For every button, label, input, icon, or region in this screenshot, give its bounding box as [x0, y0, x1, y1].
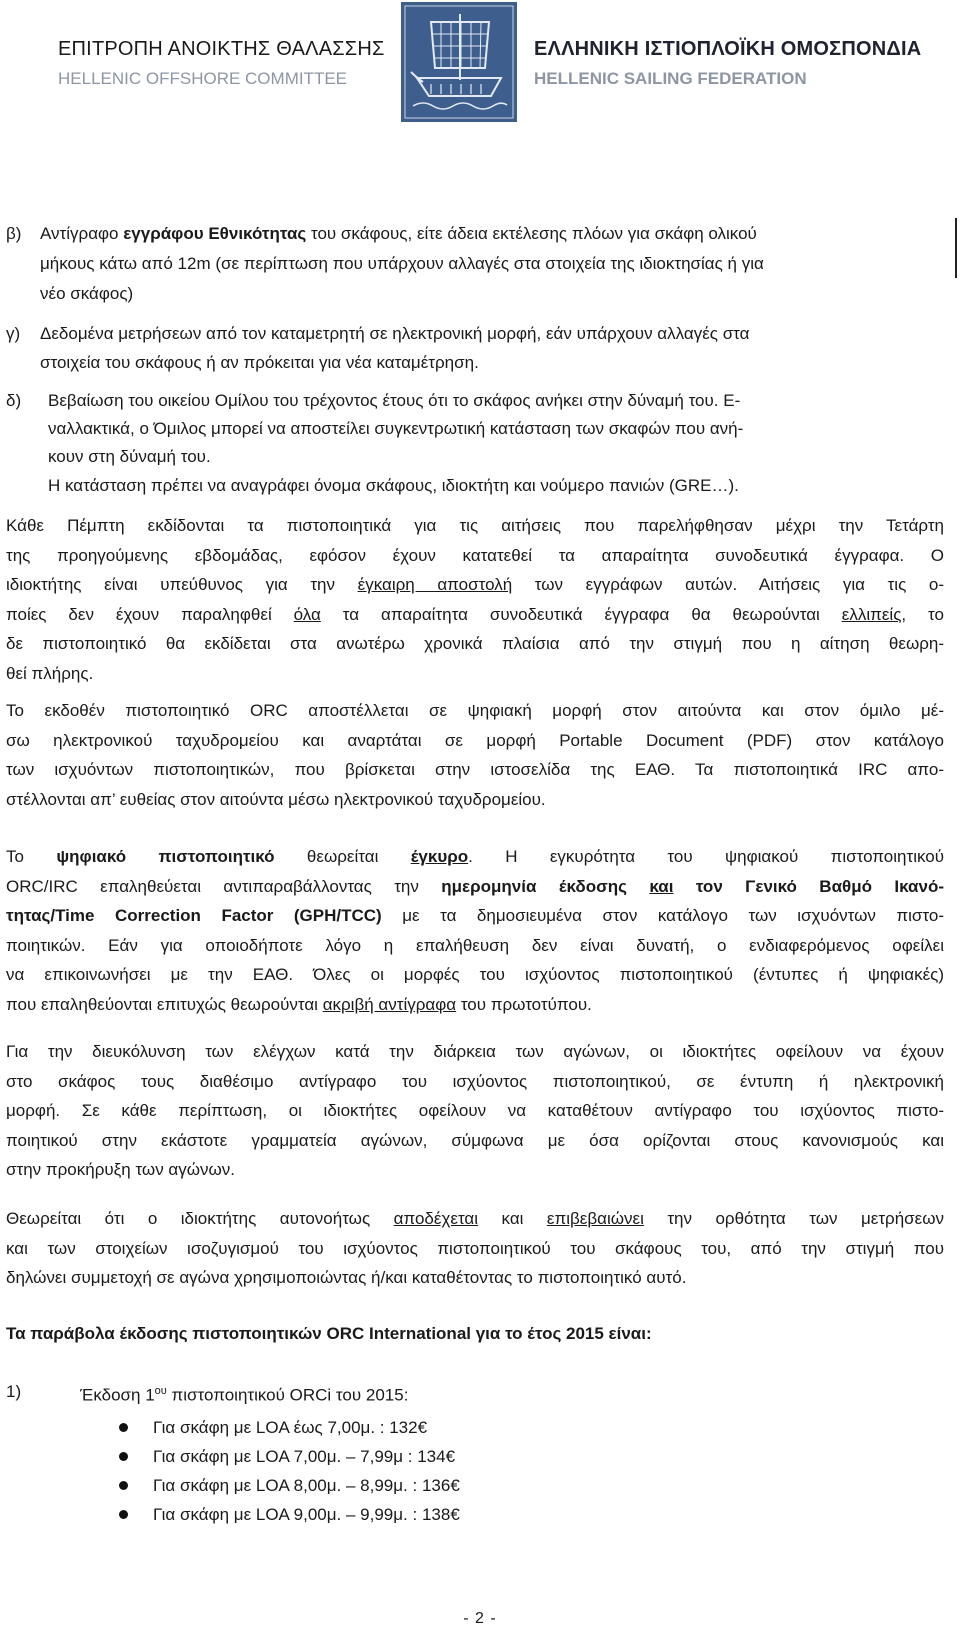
text-line: στέλλονται απ’ ευθείας στον αιτούντα μέσω ηλεκτρονικού ταχυδρομείου. — [6, 789, 546, 809]
federation-name — [534, 36, 921, 91]
text-line: ποιητικών. Εάν για οποιοδήποτε λόγο η επαλήθευση δεν είναι δυνατή, ο ενδιαφερόμενος οφείλει — [6, 935, 944, 955]
list-marker: 1) — [6, 1382, 22, 1401]
underlined-text: αποδέχεται — [393, 1209, 479, 1228]
text-line: δηλώνει συμμετοχή σε αγώνα χρησιμοποιώντας ή/και καταθέτοντας το πιστοποιητικό αυτό. — [6, 1268, 687, 1287]
text-line — [6, 1204, 944, 1234]
paragraph-acceptance — [6, 1204, 944, 1293]
bold-text: ημερομηνία έκδοσης — [441, 876, 650, 896]
text: . Η εγκυρότητα του ψηφιακού πιστοποιητικού — [468, 847, 945, 866]
text-line: στο σκάφος τους διαθέσιμο αντίγραφο του ισχύοντος πιστοποιητικού, σε έντυπη ή ηλεκτρονική — [6, 1071, 944, 1091]
text-line: Το εκδοθέν πιστοποιητικό ORC αποστέλλεται σε ψηφιακή μορφή στον αιτούντα και στον όμιλο μέ- — [6, 701, 944, 720]
text: ποίες δεν έχουν παραληφθεί — [6, 604, 294, 624]
list-line: ναλλακτικά, ο Όμιλος μπορεί να αποστείλει συγκεντρωτική κατάσταση των σκαφών που ανή- — [48, 419, 744, 438]
letterhead — [0, 0, 960, 125]
text-line: της προηγούμενης εβδομάδας, εφόσον έχουν κατατεθεί τα απαραίτητα συνοδευτικά έγγραφα. Ο — [6, 545, 944, 565]
text: με τα δημοσιευμένα στον κατάλογο των ισχυόντων πιστο- — [381, 906, 945, 925]
list-line: μήκους κάτω από 12m (σε περίπτωση που υπάρχουν αλλαγές στα στοιχεία της ιδιοκτησίας ή για — [40, 254, 764, 273]
text: πιστοποιητικού ORCi του 2015: — [166, 1385, 409, 1405]
fees-title — [80, 1378, 408, 1409]
list-line — [40, 220, 757, 247]
page-number: - 2 - — [463, 1610, 497, 1627]
text: και — [478, 1209, 547, 1228]
list-line: στοιχεία του σκάφους ή αν πρόκειται για νέα καταμέτρηση. — [40, 353, 479, 372]
text-line: δε πιστοποιητικό θα εκδίδεται στα ανωτέρω χρονικά πλαίσια από την στιγμή που η αίτηση θεωρη- — [6, 634, 944, 653]
text-line: ποιητικού στην εκάστοτε γραμματεία αγώνων, σύμφωνα με όσα ορίζονται στους κανονισμούς και — [6, 1130, 944, 1150]
underlined-text: ελλιπείς — [841, 604, 902, 624]
text-line: των ισχυόντων πιστοποιητικών, που βρίσκεται στην ιστοσελίδα της ΕΑΘ. Τα πιστοποιητικά IRC απο- — [6, 760, 944, 779]
underlined-text: επιβεβαιώνει — [546, 1209, 644, 1228]
committee-name-english: HELLENIC OFFSHORE COMMITTEE — [58, 69, 348, 88]
bold-text: τον Γενικό Βαθμό Ικανό- — [673, 876, 944, 896]
underlined-text: ακριβή αντίγραφα — [322, 994, 457, 1014]
text-line: σω ηλεκτρονικού ταχυδρομείου και αναρτάται σε μορφή Portable Document (PDF) στον κατάλογο — [6, 730, 944, 750]
text-line — [6, 990, 944, 1020]
bullet-icon — [119, 1423, 128, 1432]
federation-name-english: HELLENIC SAILING FEDERATION — [534, 69, 807, 88]
text-line: μορφή. Σε κάθε περίπτωση, οι ιδιοκτήτες οφείλουν να καταθέτουν αντίγραφο του ισχύοντος πιστο- — [6, 1101, 944, 1120]
text: , το — [901, 604, 944, 624]
text: του σκάφους, είτε άδεια εκτέλεσης πλόων για σκάφη ολικού — [306, 224, 757, 243]
list-line: Βεβαίωση του οικείου Ομίλου του τρέχοντος έτους ότι το σκάφος ανήκει στην δύναμή του. Ε- — [48, 391, 741, 410]
text-line: Για την διευκόλυνση των ελέγχων κατά την διάρκεια των αγώνων, οι ιδιοκτήτες οφείλουν να έχουν — [6, 1042, 944, 1061]
text: του πρωτοτύπου. — [456, 994, 592, 1014]
paragraph-issuance — [6, 511, 944, 688]
list-marker: δ) — [6, 391, 22, 410]
text: Θεωρείται ότι ο ιδιοκτήτης αυτονοήτως — [6, 1209, 394, 1228]
text-line: Κάθε Πέμπτη εκδίδονται τα πιστοποιητικά για τις αιτήσεις που παρελήφθησαν μέχρι την Τετάρτη — [6, 516, 944, 535]
text: θεωρείται — [274, 847, 411, 866]
list-marker: γ) — [6, 324, 21, 343]
text-line — [6, 901, 944, 931]
text: που επαληθεύονται επιτυχώς θεωρούνται — [6, 994, 323, 1014]
list-marker: β) — [6, 224, 22, 243]
bullet-icon — [119, 1481, 128, 1490]
committee-name — [58, 36, 385, 91]
paragraph-digital-delivery — [6, 696, 944, 814]
text-line: θεί πλήρης. — [6, 663, 94, 683]
list-line: Δεδομένα μετρήσεων από τον καταμετρητή σε ηλεκτρονική μορφή, εάν υπάρχουν αλλαγές στα — [40, 324, 750, 343]
text-line: να επικοινωνήσει με την ΕΑΘ. Όλες οι μορφές του ισχύοντος πιστοποιητικού (έντυπες ή ψηφιακές) — [6, 965, 944, 984]
text: ιδιοκτήτης είναι υπεύθυνος για την — [6, 575, 358, 594]
bold-text: ψηφιακό πιστοποιητικό — [56, 847, 275, 866]
committee-name-greek: ΕΠΙΤΡΟΠΗ ΑΝΟΙΚΤΗΣ ΘΑΛΑΣΣΗΣ — [58, 38, 385, 60]
bold-text: εγγράφου Εθνικότητας — [123, 224, 307, 243]
margin-mark — [955, 218, 957, 278]
text-line — [6, 600, 944, 630]
list-line: Η κατάσταση πρέπει να αναγράφει όνομα σκάφους, ιδιοκτήτη και νούμερο πανιών (GRE…). — [48, 476, 739, 495]
ship-emblem-icon — [401, 2, 517, 122]
bullet-icon — [119, 1452, 128, 1461]
underlined-text: όλα — [293, 604, 321, 624]
paragraph-validity — [6, 842, 944, 1019]
text: τα απαραίτητα συνοδευτικά έγγραφα θα θεωρούνται — [320, 604, 842, 624]
bullet-icon — [119, 1510, 128, 1519]
text-line — [6, 872, 944, 902]
fees-heading: Τα παράβολα έκδοσης πιστοποιητικών ORC International για το έτος 2015 είναι: — [6, 1324, 652, 1343]
superscript: ου — [154, 1385, 167, 1397]
text: των εγγράφων αυτών. Αιτήσεις για τις ο- — [512, 575, 944, 594]
fee-item: Για σκάφη με LOA 8,00μ. – 8,99μ. : 136€ — [153, 1476, 460, 1495]
text-line — [6, 842, 944, 872]
fee-item: Για σκάφη με LOA 9,00μ. – 9,99μ. : 138€ — [153, 1505, 460, 1524]
text-line: στην προκήρυξη των αγώνων. — [6, 1160, 236, 1179]
text: την ορθότητα των μετρήσεων — [643, 1209, 945, 1228]
bold-underlined-text: και — [649, 876, 674, 896]
list-line: κουν στη δύναμή του. — [48, 447, 211, 466]
paragraph-race-checks — [6, 1037, 944, 1185]
bold-underlined-text: έγκυρο — [410, 847, 469, 866]
text: Έκδοση 1 — [80, 1385, 155, 1405]
text-line: και των στοιχείων ισοζυγισμού του ισχύοντος πιστοποιητικού του σκάφους του, από την στιγμή που — [6, 1238, 944, 1258]
text: Αντίγραφο — [40, 224, 124, 243]
text: ORC/IRC επαληθεύεται αντιπαραβάλλοντας την — [6, 876, 442, 896]
underlined-text: έγκαιρη αποστολή — [357, 575, 513, 594]
fee-item: Για σκάφη με LOA 7,00μ. – 7,99μ : 134€ — [153, 1447, 456, 1466]
bold-text: τητας/Time Correction Factor (GPH/TCC) — [6, 906, 382, 925]
list-line: νέο σκάφος) — [40, 284, 134, 303]
federation-name-greek: ΕΛΛΗΝΙΚΗ ΙΣΤΙΟΠΛΟΪΚΗ ΟΜΟΣΠΟΝΔΙΑ — [534, 38, 922, 60]
text: Το — [6, 847, 57, 866]
fee-item: Για σκάφη με LOA έως 7,00μ. : 132€ — [153, 1418, 428, 1437]
text-line — [6, 570, 944, 600]
